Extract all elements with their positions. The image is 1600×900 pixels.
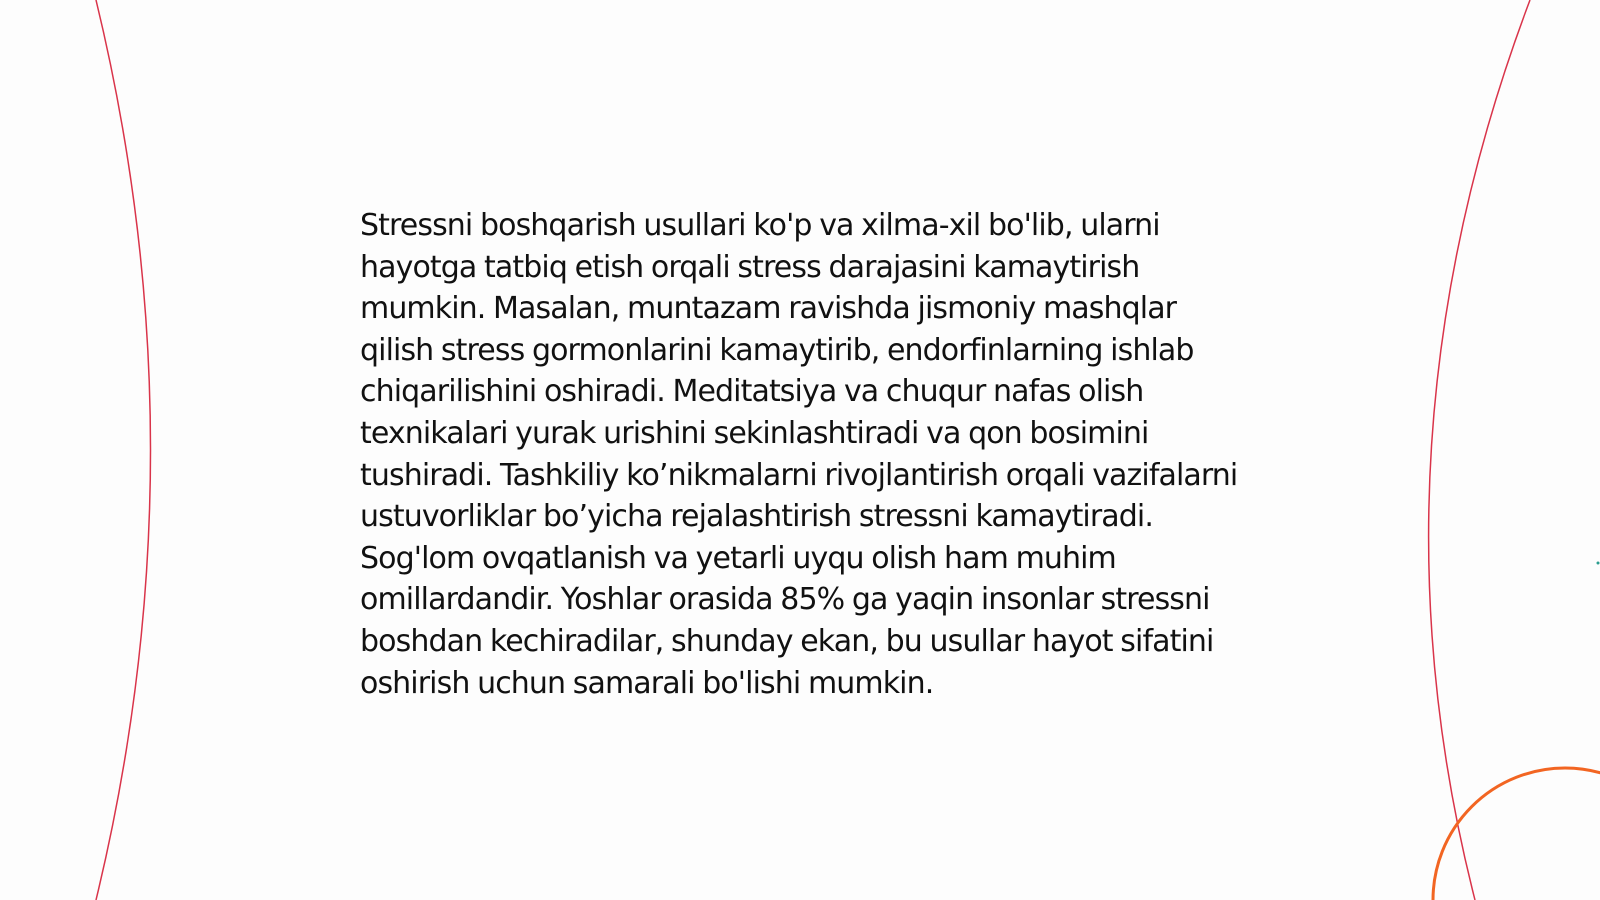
orange-circle-arc — [1433, 768, 1600, 900]
body-paragraph: Stressni boshqarish usullari ko'p va xilma-xil bo'lib, ularni hayotga tatbiq etish orqali stress darajasini kamaytirish mumkin. Masalan, muntazam ravishda jismoniy mashqlar qilish stress gormonlarini kamaytirib, endorfinlarning ishlab chiqarilishini oshiradi. Meditatsiya va chuqur nafas olish texnikalari yurak urishini sekinlashtiradi va qon bosimini tushiradi. Tashkiliy ko’nikmalarni rivojlantirish orqali vazifalarni ustuvorliklar bo’yicha rejalashtirish stressni kamaytiradi. Sog'lom ovqatlanish va yetarli uyqu olish ham muhim omillardandir. Yoshlar orasida 85% ga yaqin insonlar stressni boshdan kechiradilar, shunday ekan, bu usullar hayot sifatini oshirish uchun samarali bo'lishi mumkin. — [360, 208, 1238, 701]
small-accent-dot — [1597, 562, 1600, 565]
right-curve-line — [1429, 0, 1530, 900]
left-curve-line — [96, 0, 151, 900]
